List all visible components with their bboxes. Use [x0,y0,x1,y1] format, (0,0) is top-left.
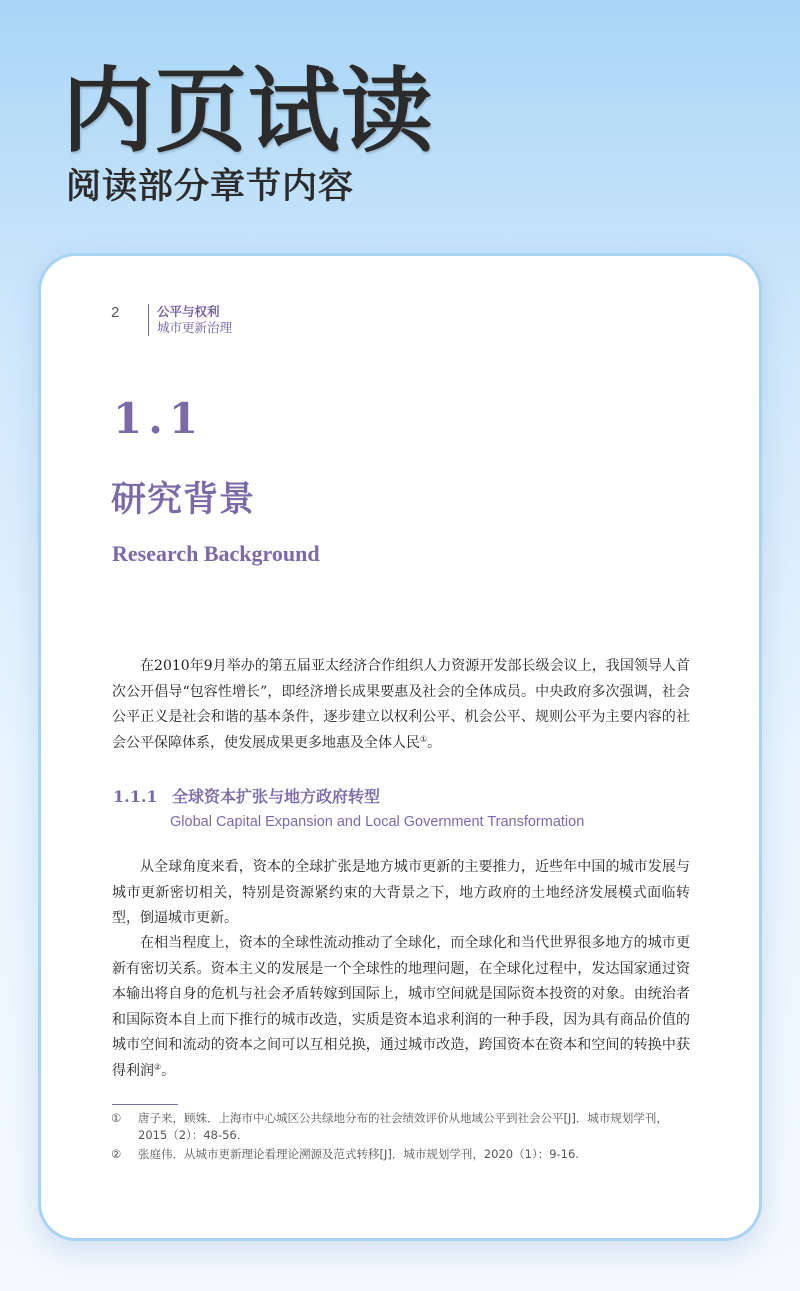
footnote-divider [112,1104,178,1105]
footnote-1 [111,1110,689,1144]
section-title-en: Global Capital Expansion and Local Government Transformation [170,814,585,830]
footnote-ref-2: ② [154,1061,162,1071]
body-paragraph-2 [112,931,690,1084]
chapter-number: 1.1 [113,394,205,443]
hero-subtitle: 阅读部分章节内容 [66,167,355,207]
body-paragraph-1: 从全球角度来看，资本的全球扩张是地方城市更新的主要推力，近些年中国的城市发展与城市更新密切相关，特别是资源紧约束的大背景之下，地方政府的土地经济发展模式面临转型，倒逼城市更新。 [112,859,690,926]
page-preview-card [38,253,762,1241]
footnote-mark: ① [111,1111,122,1125]
page-number: 2 [111,304,120,321]
footnote-mark: ② [111,1147,122,1161]
body-paragraph-2-text: 在相当程度上，资本的全球性流动推动了全球化，而全球化和当代世界很多地方的城市更新有密切关系。资本主义的发展是一个全球性的地理问题，在全球化过程中，发达国家通过资本输出将自身的危机与社会矛盾转嫁到国际上，城市空间就是国际资本投资的对象。由统治者和国际资本自上而下推行的城市改造，实质是资本追求利润的一种手段，因为具有商品价值的城市空间和流动的资本之间可以互相兑换，通过城市改造，跨国资本在资本和空间的转换中获得利润 [112,935,690,1079]
footnote-text: 张庭伟．从城市更新理论看理论溯源及范式转移[J]．城市规划学刊，2020（1）：9-16. [138,1147,579,1161]
series-title: 公平与权利 [157,304,220,319]
body-paragraph-2-end: 。 [161,1062,176,1079]
footnote-2 [111,1146,689,1163]
book-title: 城市更新治理 [157,320,233,335]
chapter-title-en: Research Background [112,541,320,566]
footnote-text: 唐子来，顾姝．上海市中心城区公共绿地分布的社会绩效评价从地域公平到社会公平[J]．城市规划学刊，2015（2）：48-56. [138,1111,668,1142]
intro-paragraph-text: 在2010年9月举办的第五届亚太经济合作组织人力资源开发部长级会议上，我国领导人首次公开倡导“包容性增长”，即经济增长成果要惠及社会的全体成员。中央政府多次强调，社会公平正义是社会和谐的基本条件，逐步建立以权利公平、机会公平、规则公平为主要内容的社会公平保障体系，使发展成果更多地惠及全体人民 [112,658,690,751]
chapter-title-cn: 研究背景 [111,479,256,520]
intro-paragraph-end: 。 [427,734,442,751]
running-head-divider [148,304,149,336]
section-number: 1.1.1 [113,787,158,806]
hero-title: 内页试读 [62,58,435,165]
intro-paragraph [112,654,690,756]
footnote-ref-1: ① [420,733,428,743]
section-title-cn: 全球资本扩张与地方政府转型 [172,787,381,806]
